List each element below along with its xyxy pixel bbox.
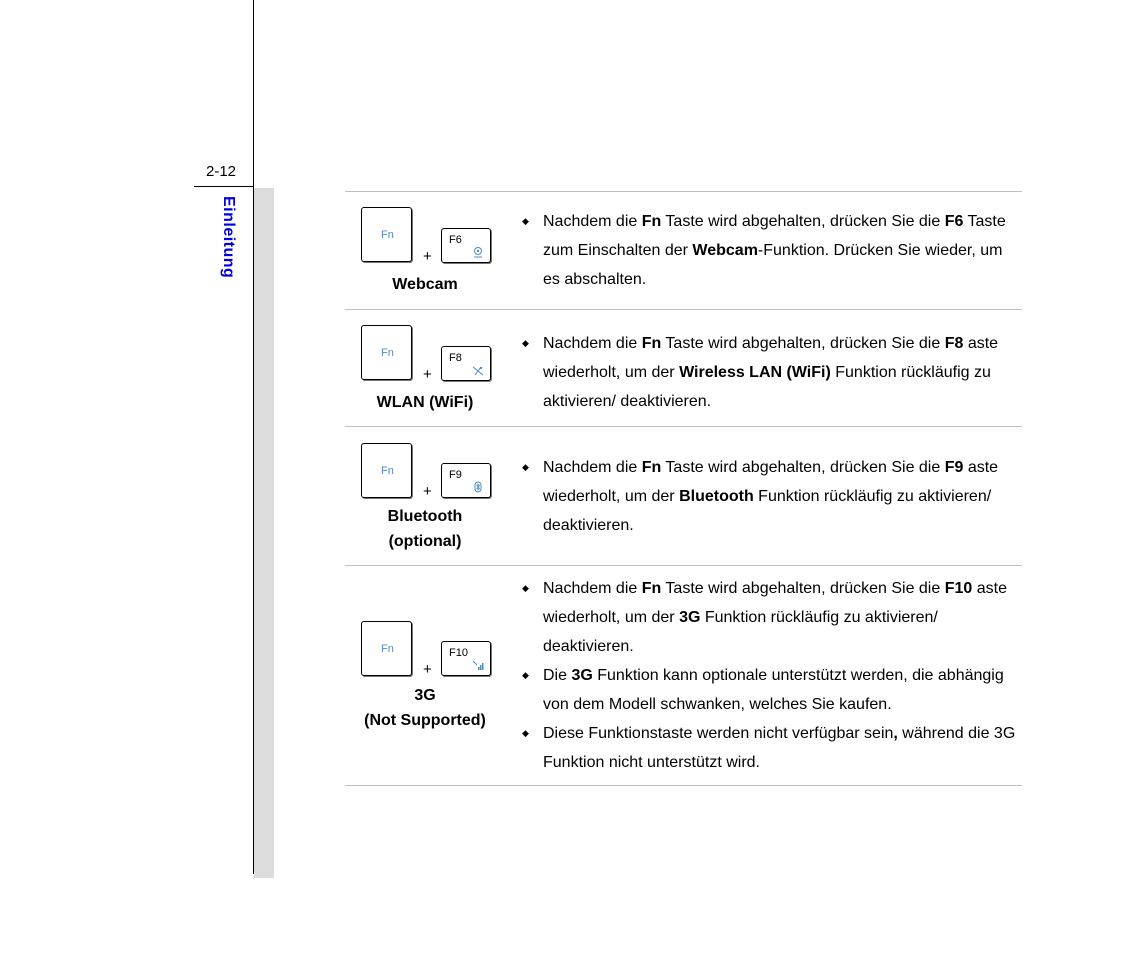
bold-term: F8 (944, 335, 964, 352)
bold-term: 3G (571, 667, 593, 684)
section-title: Einleitung (220, 196, 237, 279)
description-text: Nachdem die Fn Taste wird abgehalten, drücken Sie die F6 Taste zum Einschalten der Webcam-Funktion. Drücken Sie wieder, um es abschalten. (543, 213, 1006, 288)
function-name-line: Bluetooth (387, 508, 463, 525)
bullet-icon: ◆ (522, 583, 529, 593)
fn-key-label: Fn (381, 229, 394, 241)
bold-term: F6 (944, 213, 964, 230)
description-item (522, 207, 1023, 294)
description-text: Die 3G Funktion kann optionale unterstützt werden, die abhängig von dem Modell schwanken, welches Sie kaufen. (543, 667, 1004, 713)
function-name-line: Webcam (392, 276, 458, 293)
bold-term: Fn (641, 580, 662, 597)
bold-term: 3G (679, 609, 701, 626)
description-text: Nachdem die Fn Taste wird abgehalten, drücken Sie die F9 aste wiederholt, um der Bluetooth Funktion rückläufig zu aktivieren/ deaktivieren. (543, 459, 999, 534)
f6-key (441, 228, 491, 263)
description-text: Nachdem die Fn Taste wird abgehalten, drücken Sie die F10 aste wiederholt, um der 3G Funktion rückläufig zu aktivieren/ deaktivieren. (543, 580, 1007, 655)
bold-term: F9 (944, 459, 964, 476)
description-item (522, 453, 1023, 540)
function-name-line: 3G (414, 687, 436, 704)
bold-term: Fn (641, 335, 662, 352)
description-text: Nachdem die Fn Taste wird abgehalten, drücken Sie die F8 aste wiederholt, um der Wireless LAN (WiFi) Funktion rückläufig zu aktivieren/ deaktivieren. (543, 335, 999, 410)
function-name (345, 390, 505, 415)
fn-key (361, 443, 412, 498)
bluetooth-icon (472, 481, 484, 493)
function-name-line: (optional) (388, 533, 462, 550)
fn-key (361, 325, 412, 380)
function-name-line: WLAN (WiFi) (376, 394, 474, 411)
bold-term: Fn (641, 459, 662, 476)
description-item (522, 661, 1023, 719)
function-name (345, 504, 505, 554)
fn-key (361, 207, 412, 262)
sidebar-bar (254, 188, 274, 878)
bullet-icon: ◆ (522, 670, 529, 680)
fn-key (361, 621, 412, 676)
table-rule (345, 565, 1022, 566)
bold-term: Wireless LAN (WiFi) (679, 364, 831, 381)
plus-sign: + (423, 366, 432, 383)
table-rule (345, 785, 1022, 786)
fn-key-label: Fn (381, 643, 394, 655)
table-rule (345, 309, 1022, 310)
f8-key-label: F8 (449, 352, 462, 364)
webcam-icon (472, 246, 484, 258)
fn-key-label: Fn (381, 347, 394, 359)
description-list (522, 574, 1023, 777)
f6-key-label: F6 (449, 234, 462, 246)
fn-key-label: Fn (381, 465, 394, 477)
description-list (522, 207, 1023, 294)
bold-term: Bluetooth (679, 488, 754, 505)
bullet-icon: ◆ (522, 216, 529, 226)
bullet-icon: ◆ (522, 338, 529, 348)
table-rule (345, 426, 1022, 427)
f9-key (441, 463, 491, 498)
bullet-icon: ◆ (522, 728, 529, 738)
f10-key-label: F10 (449, 647, 468, 659)
bold-term: Fn (641, 213, 662, 230)
f9-key-label: F9 (449, 469, 462, 481)
function-name (345, 683, 505, 733)
function-name (345, 272, 505, 297)
3g-signal-icon (472, 659, 484, 671)
wifi-icon (472, 364, 484, 376)
f10-key (441, 641, 491, 676)
plus-sign: + (423, 661, 432, 678)
bold-term: F10 (944, 580, 973, 597)
table-rule (345, 191, 1022, 192)
bold-term: , (893, 725, 898, 742)
page-number: 2-12 (206, 163, 237, 180)
f8-key (441, 346, 491, 381)
description-list (522, 329, 1023, 416)
bullet-icon: ◆ (522, 462, 529, 472)
description-text: Diese Funktionstaste werden nicht verfügbar sein, während die 3G Funktion nicht unterstützt wird. (543, 725, 1016, 771)
plus-sign: + (423, 248, 432, 265)
bold-term: Webcam (692, 242, 758, 259)
page-number-rule (194, 186, 254, 187)
description-item (522, 719, 1023, 777)
description-list (522, 453, 1023, 540)
description-item (522, 329, 1023, 416)
plus-sign: + (423, 483, 432, 500)
description-item (522, 574, 1023, 661)
function-name-line: (Not Supported) (364, 712, 486, 729)
